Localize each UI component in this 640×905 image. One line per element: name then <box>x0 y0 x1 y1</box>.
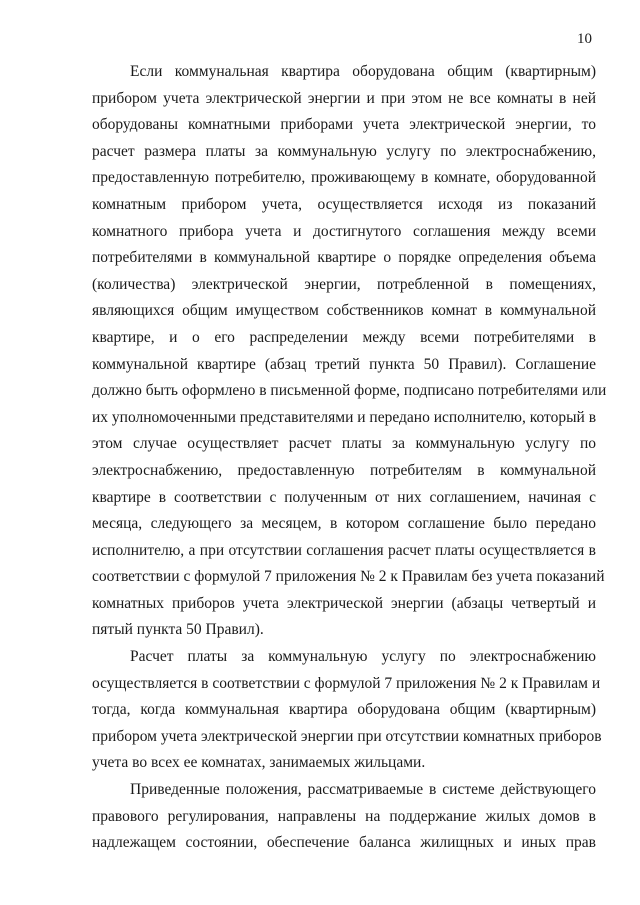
text-line: этом случае осуществляет расчет платы за коммунальную услугу по <box>92 435 596 453</box>
text-line: должно быть оформлено в письменной форме, подписано потребителями или <box>92 382 607 400</box>
text-line: надлежащем состоянии, обеспечение баланса жилищных и иных прав <box>92 834 596 852</box>
text-line: предоставленную потребителю, проживающему в комнате, оборудованной <box>92 169 596 187</box>
text-line: расчет размера платы за коммунальную услугу по электроснабжению, <box>92 142 596 160</box>
text-line: квартире, и о его распределении между всеми потребителями в <box>92 328 596 346</box>
document-body <box>92 59 607 857</box>
text-line: учета во всех ее комнатах, занимаемых жильцами. <box>92 754 426 772</box>
text-line: коммунальной квартире (абзац третий пункта 50 Правил). Соглашение <box>92 355 596 373</box>
text-line: соответствии с формулой 7 приложения № 2 к Правилам без учета показаний <box>92 568 605 586</box>
text-line: тогда, когда коммунальная квартира оборудована общим (квартирным) <box>92 701 596 719</box>
paragraph <box>92 644 602 777</box>
text-line: квартире в соответствии с полученным от них соглашением, начиная с <box>92 488 596 506</box>
text-line: прибором учета электрической энергии и при этом не все комнаты в ней <box>92 89 596 107</box>
text-line: прибором учета электрической энергии при отсутствии комнатных приборов <box>92 727 602 745</box>
text-line: месяца, следующего за месяцем, в котором соглашение было передано <box>92 515 596 533</box>
text-line: (количества) электрической энергии, потребленной в помещениях, <box>92 275 596 293</box>
text-line: пятый пункта 50 Правил). <box>92 621 264 639</box>
text-line: оборудованы комнатными приборами учета электрической энергии, то <box>92 116 596 134</box>
text-line: их уполномоченными представителями и передано исполнителю, который в <box>92 408 597 426</box>
text-line: осуществляется в соответствии с формулой 7 приложения № 2 к Правилам и <box>92 674 601 692</box>
text-line: являющихся общим имуществом собственников комнат в коммунальной <box>92 302 596 320</box>
text-line: комнатных приборов учета электрической энергии (абзацы четвертый и <box>92 594 596 612</box>
text-line: Если коммунальная квартира оборудована общим (квартирным) <box>130 63 596 80</box>
paragraph <box>92 777 596 857</box>
page-number: 10 <box>577 31 592 47</box>
text-line: Приведенные положения, рассматриваемые в системе действующего <box>130 781 596 799</box>
text-line: исполнителю, а при отсутствии соглашения расчет платы осуществляется в <box>92 541 596 559</box>
text-line: правового регулирования, направлены на поддержание жилых домов в <box>92 807 596 825</box>
text-line: комнатным прибором учета, осуществляется исходя из показаний <box>92 195 596 213</box>
text-line: комнатного прибора учета и достигнутого соглашения между всеми <box>92 222 596 240</box>
text-line: потребителями в коммунальной квартире о порядке определения объема <box>92 249 596 267</box>
paragraph <box>92 59 607 644</box>
text-line: Расчет платы за коммунальную услугу по электроснабжению <box>130 648 596 666</box>
text-line: электроснабжению, предоставленную потребителям в коммунальной <box>92 461 596 479</box>
